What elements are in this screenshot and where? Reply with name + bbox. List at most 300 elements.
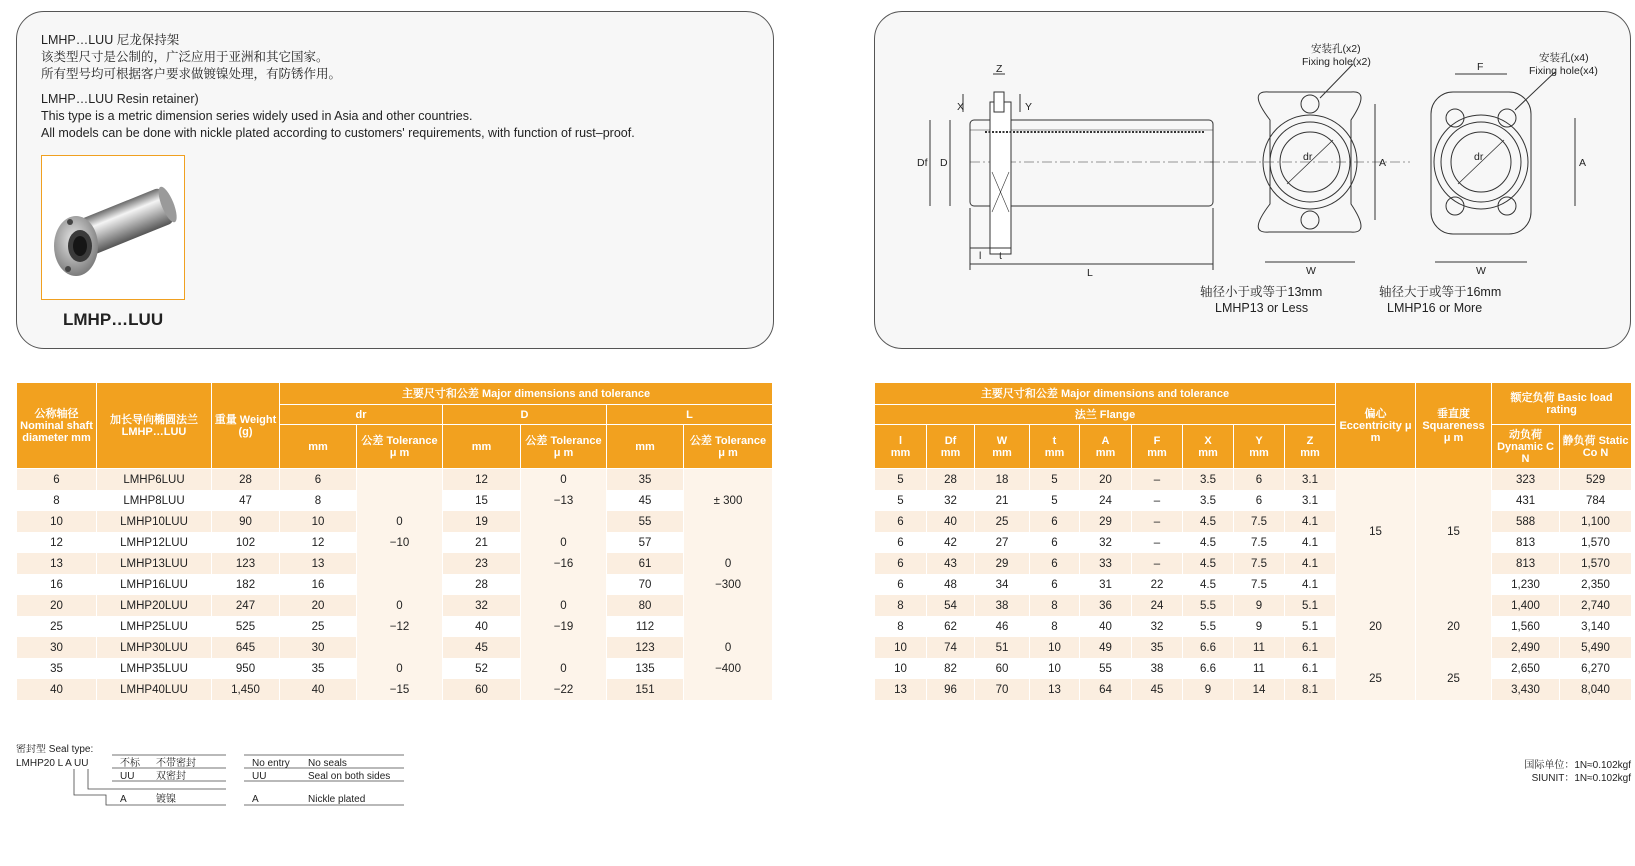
table-row [875,658,1632,679]
table-cell: 40 [1080,616,1132,637]
table-cell: 32 [927,490,975,511]
table-cell: 6 [1030,511,1080,532]
hole4-cn: 安装孔(x4) [1539,52,1589,64]
table-cell: 10 [875,637,927,658]
table-row [17,637,773,658]
table-cell: 42 [927,532,975,553]
table-row [875,637,1632,658]
table-cell: 70 [607,574,684,595]
label-w-2: W [1476,265,1486,277]
table-cell: 40 [280,679,357,700]
table-cell: 20 [280,595,357,616]
seal-r2c4: Seal on both sides [308,771,391,782]
table-cell: 23 [443,553,521,574]
header-dr-mm: mm [280,425,357,469]
table-cell: 6.6 [1183,658,1234,679]
table-cell: −13 [521,490,607,511]
table-cell: 21 [443,532,521,553]
hole2-cn: 安装孔(x2) [1311,43,1361,55]
seal-r1c3: No entry [252,758,290,769]
squareness-cell: 20 [1416,595,1492,658]
table-cell: 3.1 [1285,490,1336,511]
table-cell: 30 [280,637,357,658]
table-cell: 8 [17,490,97,511]
table-cell: 1,570 [1560,553,1632,574]
table-cell: 32 [1080,532,1132,553]
table-cell: 5 [875,490,927,511]
table-cell: 1,450 [212,679,280,700]
table-cell: 74 [927,637,975,658]
table-cell: −16 [521,553,607,574]
table-cell: 36 [1080,595,1132,616]
table-row [17,595,773,616]
table-cell: 25 [280,616,357,637]
header-squareness: 垂直度 Squareness μ m [1416,383,1492,469]
eccentricity-cell: 15 [1336,469,1416,596]
header-eccentricity: 偏心 Eccentricity μ m [1336,383,1416,469]
table-cell: 9 [1234,595,1285,616]
seal-r3c4: Nickle plated [308,794,366,805]
table-cell: 82 [927,658,975,679]
table-cell: 15 [443,490,521,511]
table-cell: 13 [280,553,357,574]
table-cell: 43 [927,553,975,574]
table-cell: 45 [607,490,684,511]
table-cell: 35 [1132,637,1183,658]
table-cell: 60 [443,679,521,700]
table-cell: 112 [607,616,684,637]
product-photo [41,155,185,300]
table-cell [684,616,773,637]
table-cell: – [1132,490,1183,511]
hole4-en: Fixing hole(x4) [1529,65,1598,77]
table-row [17,574,773,595]
table-row [875,532,1632,553]
table-cell: 2,490 [1492,637,1560,658]
table-cell: 6 [1030,574,1080,595]
table-cell: 151 [607,679,684,700]
table-row [875,574,1632,595]
table-cell: 38 [1132,658,1183,679]
left-spec-table [16,382,773,700]
table-cell: 182 [212,574,280,595]
table-cell: 0 [357,658,443,679]
intro-en-title: LMHP…LUU Resin retainer) [41,92,199,106]
seal-r1c4: No seals [308,758,347,769]
table-cell: 70 [975,679,1030,700]
table-cell: 4.1 [1285,574,1336,595]
table-cell: −400 [684,658,773,679]
table-cell: 1,100 [1560,511,1632,532]
table-cell: 40 [17,679,97,700]
table-row [17,553,773,574]
table-cell: 52 [443,658,521,679]
eccentricity-cell: 20 [1336,595,1416,658]
table-cell: 4.5 [1183,532,1234,553]
table-cell: 525 [212,616,280,637]
table-cell: 135 [607,658,684,679]
header-dynamic: 动负荷 Dynamic C N [1492,425,1560,469]
table-cell [521,637,607,658]
caption-2-en: LMHP16 or More [1387,301,1483,315]
table-cell: 588 [1492,511,1560,532]
table-cell: 10 [280,511,357,532]
table-cell: 1,560 [1492,616,1560,637]
intro-en-line-1: This type is a metric dimension series widely used in Asia and other countries. [41,109,473,123]
label-l-big: L [1087,267,1093,279]
table-cell: 35 [17,658,97,679]
table-cell: 123 [212,553,280,574]
table-cell [521,511,607,532]
table-row [17,679,773,700]
table-cell: 5 [1030,490,1080,511]
seal-diagram [16,744,436,814]
table-cell: 3.5 [1183,490,1234,511]
intro-cn-line-2: 所有型号均可根据客户要求做镀镍处理，有防锈作用。 [41,67,342,81]
table-cell: 10 [875,658,927,679]
table-row [875,511,1632,532]
table-cell: 30 [17,637,97,658]
header-weight: 重量 Weight (g) [212,383,280,469]
table-cell: 529 [1560,469,1632,491]
table-cell: 5.1 [1285,616,1336,637]
table-cell: 4.5 [1183,574,1234,595]
table-cell: 0 [521,532,607,553]
table-row [875,595,1632,616]
table-cell: 47 [212,490,280,511]
table-cell: 13 [875,679,927,700]
intro-en-line-2: All models can be done with nickle plated according to customers' requirements, with function of rust–proof. [41,126,635,140]
table-cell: 5,490 [1560,637,1632,658]
table-cell: −10 [357,532,443,553]
table-cell: 10 [17,511,97,532]
seal-type-legend [16,744,436,817]
table-cell: 5.5 [1183,595,1234,616]
table-cell [684,469,773,491]
table-cell: 11 [1234,637,1285,658]
header-dr: dr [280,405,443,425]
unit-line-2: SIUNIT：1N≈0.102kgf [1531,773,1631,784]
table-cell [684,595,773,616]
header-d-mm: mm [443,425,521,469]
table-cell: 90 [212,511,280,532]
table-cell: 2,740 [1560,595,1632,616]
table-cell: 0 [521,469,607,491]
table-cell: 950 [212,658,280,679]
label-l-small: l [979,250,982,262]
table-cell: LMHP16LUU [97,574,212,595]
header-part: 加长导向椭圆法兰 LMHP…LUU [97,383,212,469]
table-cell: 784 [1560,490,1632,511]
table-cell: LMHP35LUU [97,658,212,679]
table-cell: 31 [1080,574,1132,595]
table-row [17,469,773,491]
table-cell: 1,400 [1492,595,1560,616]
table-cell [684,679,773,700]
table-row [875,679,1632,700]
front-view-square [1431,92,1531,234]
table-cell: LMHP6LUU [97,469,212,491]
table-cell: LMHP25LUU [97,616,212,637]
label-f: F [1477,61,1484,73]
seal-title: 密封型 Seal type: [16,744,94,755]
table-cell: 4.5 [1183,553,1234,574]
table-cell: ± 300 [684,490,773,511]
label-t: t [999,250,1002,262]
table-cell: 102 [212,532,280,553]
seal-r1c2: 不带密封 [156,758,196,769]
table-cell: 60 [975,658,1030,679]
table-cell: −300 [684,574,773,595]
header-d: D [443,405,607,425]
table-cell: 29 [975,553,1030,574]
label-d: D [940,157,948,169]
table-cell: 46 [975,616,1030,637]
intro-cn-title: LMHP…LUU 尼龙保持架 [41,33,180,47]
table-cell: 6 [875,553,927,574]
table-cell: 9 [1183,679,1234,700]
table-cell: – [1132,469,1183,491]
table-cell: 5 [875,469,927,491]
eccentricity-cell: 25 [1336,658,1416,700]
bearing-image [42,156,183,298]
table-cell [684,532,773,553]
table-cell: 813 [1492,553,1560,574]
table-cell: 6.1 [1285,658,1336,679]
table-cell: LMHP30LUU [97,637,212,658]
header-dr-tol: 公差 Tolerance μ m [357,425,443,469]
table-cell: 247 [212,595,280,616]
table-cell: 0 [684,637,773,658]
table-row [875,469,1632,491]
table-cell: 12 [443,469,521,491]
header-col-y: Y mm [1234,425,1285,469]
table-cell: LMHP8LUU [97,490,212,511]
seal-r3c2: 镀镍 [156,794,176,805]
table-cell: 19 [443,511,521,532]
hole2-en: Fixing hole(x2) [1302,56,1371,68]
label-z: Z [996,63,1003,75]
table-row [17,532,773,553]
table-cell: 4.1 [1285,532,1336,553]
header-col-x: X mm [1183,425,1234,469]
table-cell: 323 [1492,469,1560,491]
table-cell: 24 [1080,490,1132,511]
table-cell: 40 [927,511,975,532]
table-cell: 6 [875,532,927,553]
header-col-df: Df mm [927,425,975,469]
seal-example: LMHP20 L A UU [16,758,89,769]
table-cell: 8,040 [1560,679,1632,700]
table-cell: 14 [1234,679,1285,700]
table-cell: 20 [17,595,97,616]
table-cell: 6 [1234,490,1285,511]
unit-note [1490,759,1631,785]
table-cell: 7.5 [1234,511,1285,532]
label-w-1: W [1306,265,1316,277]
header-nominal: 公称轴径 Nominal shaft diameter mm [17,383,97,469]
table-cell [357,490,443,511]
table-cell: 4.1 [1285,511,1336,532]
table-cell: 45 [1132,679,1183,700]
table-cell: 0 [357,511,443,532]
left-table-body [17,469,773,701]
header-l: L [607,405,773,425]
table-cell: 6 [875,511,927,532]
table-cell: 12 [17,532,97,553]
table-cell: LMHP12LUU [97,532,212,553]
squareness-cell: 25 [1416,658,1492,700]
table-cell: 32 [1132,616,1183,637]
table-cell [357,574,443,595]
table-cell: 20 [1080,469,1132,491]
table-cell [684,511,773,532]
table-cell: 25 [17,616,97,637]
table-cell: 55 [607,511,684,532]
table-cell: 6 [1030,532,1080,553]
table-cell: 8 [280,490,357,511]
table-cell: 123 [607,637,684,658]
table-row [875,490,1632,511]
table-cell: 55 [1080,658,1132,679]
table-cell: 22 [1132,574,1183,595]
intro-panel [16,11,774,349]
right-table-body [875,469,1632,701]
table-cell: 0 [357,595,443,616]
table-cell: 24 [1132,595,1183,616]
table-cell: 7.5 [1234,532,1285,553]
table-cell: 8.1 [1285,679,1336,700]
intro-text [41,32,635,142]
table-cell [357,553,443,574]
flange-side [990,102,1011,254]
header-col-a: A mm [1080,425,1132,469]
table-cell: 2,350 [1560,574,1632,595]
table-cell: 6 [1030,553,1080,574]
label-dr-1: dr [1303,151,1313,163]
table-cell: 813 [1492,532,1560,553]
table-row [17,511,773,532]
table-cell: 28 [443,574,521,595]
table-cell: 49 [1080,637,1132,658]
photo-caption: LMHP…LUU [63,310,164,329]
table-cell [357,469,443,491]
table-cell: 1,230 [1492,574,1560,595]
header-static: 静负荷 Static Co N [1560,425,1632,469]
table-row [17,616,773,637]
label-y: Y [1025,101,1033,113]
table-cell: 80 [607,595,684,616]
table-cell: 0 [684,553,773,574]
table-cell: 8 [1030,595,1080,616]
table-cell: 12 [280,532,357,553]
table-cell: 35 [607,469,684,491]
table-cell: −15 [357,679,443,700]
table-cell: 21 [975,490,1030,511]
table-cell: 6.1 [1285,637,1336,658]
header-col-z: Z mm [1285,425,1336,469]
table-cell [521,574,607,595]
table-cell: 3.1 [1285,469,1336,491]
seal-r3c1: A [120,794,127,805]
table-cell: 7.5 [1234,553,1285,574]
table-cell: 3.5 [1183,469,1234,491]
caption-1-en: LMHP13 or Less [1215,301,1309,315]
table-cell: 18 [975,469,1030,491]
table-cell: – [1132,511,1183,532]
seal-r3c3: A [252,794,259,805]
header-load: 额定负荷 Basic load rating [1492,383,1632,425]
drawing-panel [874,11,1631,349]
table-cell: 6 [280,469,357,491]
table-cell: 32 [443,595,521,616]
table-cell: 6,270 [1560,658,1632,679]
table-cell: 6 [1234,469,1285,491]
table-cell: −12 [357,616,443,637]
table-cell: 16 [17,574,97,595]
table-cell: 6 [875,574,927,595]
seal-r2c3: UU [252,771,267,782]
table-cell: 16 [280,574,357,595]
label-a-1: A [1379,157,1387,169]
table-cell: 61 [607,553,684,574]
table-cell: 62 [927,616,975,637]
table-cell: −19 [521,616,607,637]
seal-r1c1: 不标 [120,758,140,769]
table-cell: 35 [280,658,357,679]
table-cell: 13 [1030,679,1080,700]
table-cell [357,637,443,658]
header-major: 主要尺寸和公差 Major dimensions and tolerance [280,383,773,405]
table-cell: 27 [975,532,1030,553]
table-cell: 11 [1234,658,1285,679]
table-cell: 9 [1234,616,1285,637]
table-row [875,616,1632,637]
table-cell: LMHP10LUU [97,511,212,532]
table-cell: 10 [1030,658,1080,679]
table-cell: LMHP20LUU [97,595,212,616]
table-row [17,490,773,511]
table-cell: 28 [212,469,280,491]
technical-drawing [875,12,1632,350]
table-cell: 0 [521,658,607,679]
table-row [875,553,1632,574]
table-cell: 5.5 [1183,616,1234,637]
table-cell: 3,140 [1560,616,1632,637]
label-dr-2: dr [1474,151,1484,163]
table-cell: 10 [1030,637,1080,658]
table-cell: LMHP40LUU [97,679,212,700]
header-l-tol: 公差 Tolerance μ m [684,425,773,469]
label-x: X [957,101,965,113]
table-cell: 57 [607,532,684,553]
unit-line-1: 国际单位：1N≈0.102kgf [1524,760,1631,771]
table-cell: 431 [1492,490,1560,511]
caption-1-cn: 轴径小于或等于13mm [1200,285,1323,299]
table-cell: 2,650 [1492,658,1560,679]
table-cell: 0 [521,595,607,616]
table-cell: 8 [875,616,927,637]
table-cell: 6 [17,469,97,491]
header-col-l: l mm [875,425,927,469]
table-cell: 3,430 [1492,679,1560,700]
table-row [17,658,773,679]
header-col-f: F mm [1132,425,1183,469]
table-cell: – [1132,532,1183,553]
caption-2-cn: 轴径大于或等于16mm [1379,285,1502,299]
table-cell: LMHP13LUU [97,553,212,574]
table-cell: 38 [975,595,1030,616]
